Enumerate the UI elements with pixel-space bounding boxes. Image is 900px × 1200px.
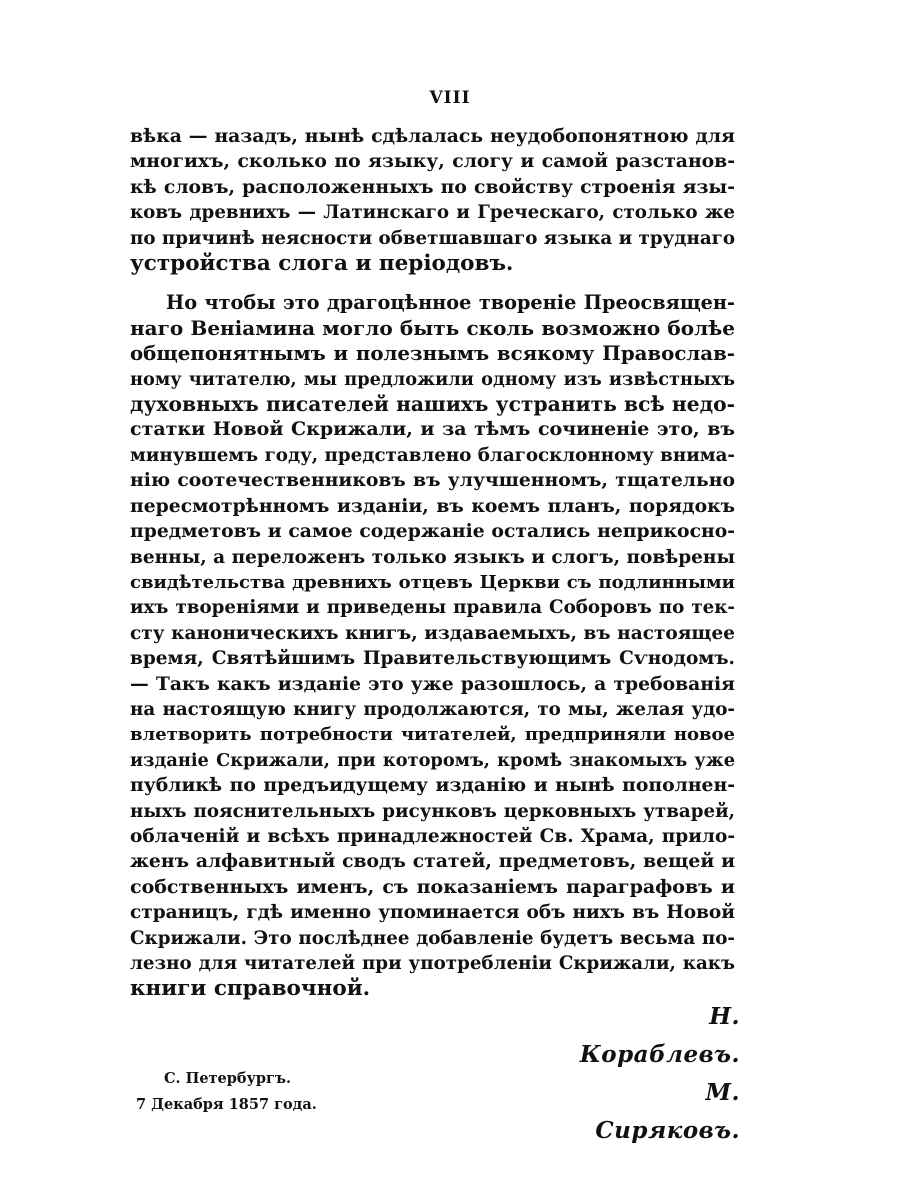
text-line: облаченій и всѣхъ принадлежностей Св. Храма, прило- [130, 825, 735, 847]
paragraph-gap [130, 276, 735, 290]
text-line: книги справочной. [130, 976, 371, 1002]
text-line: пересмотрѣнномъ изданіи, въ коемъ планъ, порядокъ [130, 494, 735, 517]
text-line: Но чтобы это драгоцѣнное твореніе Преосвящен- [166, 291, 735, 315]
text-line: предметовъ и самое содержаніе остались неприкосно- [130, 520, 735, 543]
text-line: время, Святѣйшимъ Правительствующимъ Сѵнодомъ. [130, 648, 735, 670]
text-line: Скрижали. Это послѣднее добавленіе будетъ весьма по- [130, 927, 735, 949]
date-line: 7 Декабря 1857 года. [136, 1096, 317, 1113]
text-line: влетворить потребности читателей, предприняли новое [130, 724, 735, 746]
text-line: — Такъ какъ изданіе это уже разошлось, а требованія [130, 672, 735, 695]
text-line: ихъ твореніями и приведены правила Соборовъ по тек- [130, 597, 735, 619]
signature-korablev: Н. Кораблевъ. [579, 1003, 740, 1068]
paragraph-1 [130, 124, 735, 276]
signature-siryakov: М. Сиряковъ. [595, 1079, 740, 1144]
text-line: устройства слога и періодовъ. [130, 251, 514, 277]
place-and-date [136, 1066, 317, 1118]
text-line: собственныхъ именъ, съ показаніемъ параграфовъ и [130, 875, 735, 898]
text-line: ныхъ пояснительныхъ рисунковъ церковныхъ утварей, [130, 800, 735, 822]
place-name: С. Петербургъ. [164, 1070, 292, 1087]
text-line: на настоящую книгу продолжаются, то мы, желая удо- [130, 698, 735, 720]
signatures [560, 998, 740, 1150]
text-line: статки Новой Скрижали, и за тѣмъ сочиненіе это, въ [130, 418, 735, 441]
text-line: ковъ древнихъ — Латинскаго и Греческаго, столько же [130, 202, 735, 224]
text-line: ному читателю, мы предложили одному изъ извѣстныхъ [130, 368, 735, 390]
text-line: по причинѣ неясности обветшавшаго языка и труднаго [130, 227, 735, 249]
text-line: минувшемъ году, представлено благосклонному внима- [130, 444, 735, 466]
text-line: изданіе Скрижали, при которомъ, кромѣ знакомыхъ уже [130, 749, 735, 771]
text-line: венны, а переложенъ только языкъ и слогъ, повѣрены [130, 546, 735, 568]
text-line: лезно для читателей при употребленіи Скрижали, какъ [130, 953, 735, 974]
text-line: духовныхъ писателей нашихъ устранить всѣ недо- [130, 392, 735, 417]
text-line: нію соотечественниковъ въ улучшенномъ, тщательно [130, 469, 735, 492]
paragraph-2 [130, 290, 735, 1001]
text-line: многихъ, сколько по языку, слогу и самой разстанов- [130, 150, 735, 173]
text-line: женъ алфавитный сводъ статей, предметовъ, вещей и [130, 850, 735, 873]
text-line: сту каноническихъ книгъ, издаваемыхъ, въ настоящее [130, 622, 735, 644]
text-line: общепонятнымъ и полезнымъ всякому Православ- [130, 341, 735, 366]
text-line: публикѣ по предъидущему изданію и нынѣ пополнен- [130, 774, 735, 797]
text-line: свидѣтельства древнихъ отцевъ Церкви съ подлинными [130, 571, 735, 593]
body-text [130, 124, 735, 1002]
text-line: вѣка — назадъ, нынѣ сдѣлалась неудобопонятною для [130, 125, 735, 147]
text-line: наго Веніамина могло быть сколь возможно болѣе [130, 315, 735, 340]
page-number: VIII [429, 88, 471, 108]
text-line: страницъ, гдѣ именно упоминается объ нихъ въ Новой [130, 902, 735, 924]
text-line: кѣ словъ, расположенныхъ по свойству строенія язы- [130, 175, 735, 198]
